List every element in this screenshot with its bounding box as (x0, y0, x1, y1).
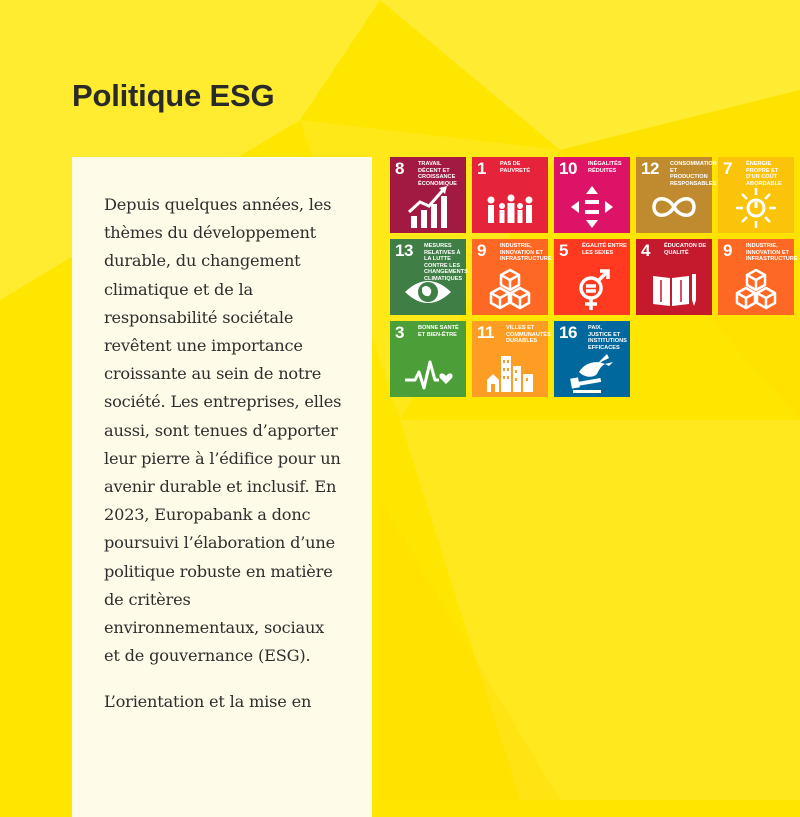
sdg-number: 4 (641, 241, 650, 260)
growth-chart-icon (403, 184, 453, 230)
sun-power-icon (731, 184, 781, 230)
gender-equality-icon (567, 266, 617, 312)
equality-arrows-icon (567, 184, 617, 230)
sdg-number: 1 (477, 159, 486, 178)
intro-paragraph: Depuis quelques années, les thèmes du développement durable, du changement climatique et de la responsabilité sociétale revêtent une importance croissante au sein de notre société. Les entreprises, elles aussi, sont tenues d’apporter leur pierre à l’édifice pour un avenir durable et inclusif. En 2023, Europabank a donc poursuivi l’élaboration d’une politique robuste en matière de critères environnementaux, sociaux et de gouvernance (ESG). (104, 195, 342, 666)
sdg-tile-7-clean-energy (718, 157, 794, 233)
sdg-number: 10 (559, 159, 577, 178)
city-buildings-icon (485, 348, 535, 394)
cubes-icon (485, 266, 535, 312)
sdg-label: TRAVAIL DÉCENT ET CROISSANCE ÉCONOMIQUE (418, 161, 457, 187)
sdg-tile-1-no-poverty (472, 157, 548, 233)
sdg-label: BONNE SANTÉ ET BIEN-ÊTRE (418, 325, 459, 338)
sdg-number: 11 (477, 323, 494, 342)
sdg-label: INDUSTRIE, INNOVATION ET INFRASTRUCTURE (746, 243, 798, 263)
sdg-tile-16-peace-justice (554, 321, 630, 397)
sdg-number: 12 (641, 159, 659, 178)
sdg-tile-13-climate-action (390, 239, 466, 315)
sdg-label: MESURES RELATIVES À LA LUTTE CONTRE LES CHANGEMENTS CLIMATIQUES (424, 243, 468, 282)
second-paragraph: L’orientation et la mise en (104, 692, 312, 712)
eye-globe-icon (403, 266, 453, 312)
sdg-number: 16 (559, 323, 577, 342)
sdg-label: ÉNERGIE PROPRE ET D’UN COÛT ABORDABLE (746, 161, 782, 187)
page-title: Politique ESG (72, 78, 275, 113)
sdg-number: 9 (723, 241, 732, 260)
sdg-label: VILLES ET COMMUNAUTÉS DURABLES (506, 325, 551, 345)
sdg-number: 7 (723, 159, 732, 178)
sdg-number: 5 (559, 241, 568, 260)
dove-gavel-icon (567, 348, 617, 394)
sdg-tile-11-sustainable-cities (472, 321, 551, 397)
sdg-label: INÉGALITÉS RÉDUITES (588, 161, 622, 174)
sdg-number: 3 (395, 323, 404, 342)
sdg-tile-3-good-health (390, 321, 466, 397)
sdg-tile-5-gender-equality (554, 239, 630, 315)
sdg-tile-10-reduced-inequalities (554, 157, 630, 233)
sdg-tile-9-industry-innovation (472, 239, 552, 315)
book-pencil-icon (649, 266, 699, 312)
text-panel (72, 157, 372, 817)
sdg-number: 9 (477, 241, 486, 260)
sdg-tile-12-responsible-consumption (636, 157, 717, 233)
cubes-icon (731, 266, 781, 312)
sdg-label: PAS DE PAUVRETÉ (500, 161, 531, 174)
sdg-label: ÉDUCATION DE QUALITÉ (664, 243, 707, 256)
infinity-icon (649, 184, 699, 230)
sdg-label: CONSOMMATION ET PRODUCTION RESPONSABLES (670, 161, 717, 187)
sdg-label: PAIX, JUSTICE ET INSTITUTIONS EFFICACES (588, 325, 627, 351)
sdg-icon-grid (390, 157, 800, 398)
sdg-tile-9-industry-innovation-2 (718, 239, 798, 315)
sdg-number: 13 (395, 241, 413, 260)
sdg-number: 8 (395, 159, 404, 178)
family-icon (485, 184, 535, 230)
sdg-label: ÉGALITÉ ENTRE LES SEXES (582, 243, 627, 256)
heartbeat-icon (403, 348, 453, 394)
sdg-tile-8-decent-work (390, 157, 466, 233)
sdg-tile-4-quality-education (636, 239, 712, 315)
sdg-label: INDUSTRIE, INNOVATION ET INFRASTRUCTURE (500, 243, 552, 263)
